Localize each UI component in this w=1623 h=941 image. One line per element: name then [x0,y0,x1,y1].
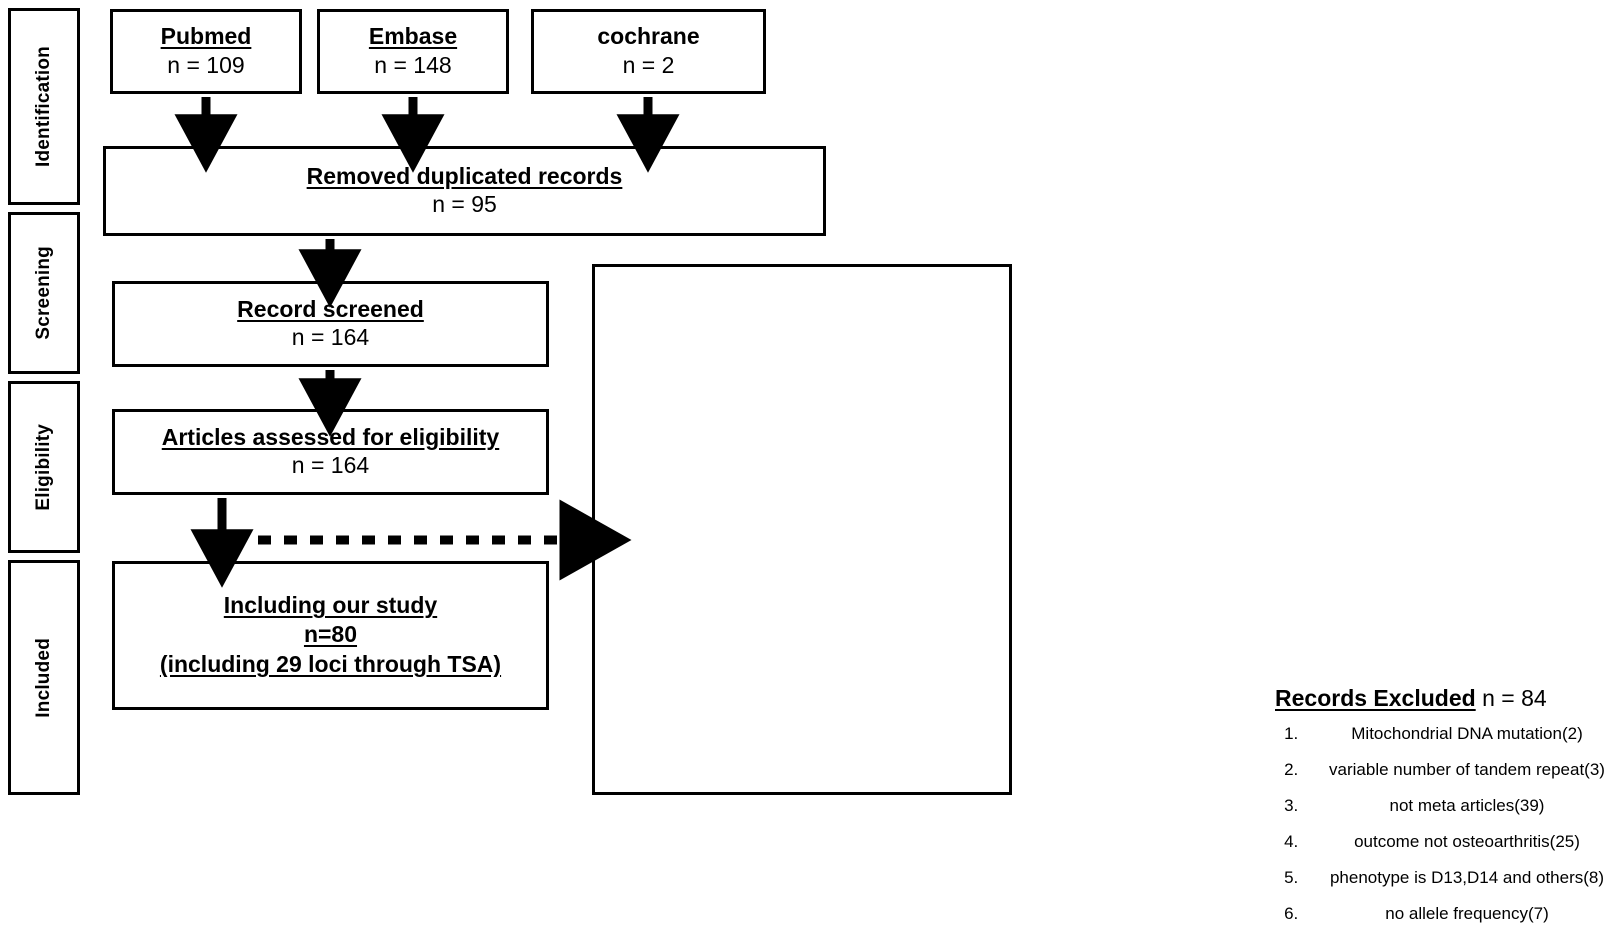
eligibility-title: Articles assessed for eligibility [161,423,500,450]
source-count-embase: n = 148 [374,51,452,78]
excluded-title: Records Excluded [1275,685,1476,711]
list-item: 5. phenotype is D13,D14 and others(8) [1303,869,1623,886]
included-note: (including 29 loci through TSA) [159,650,502,677]
source-name-cochrane: cochrane [597,23,700,50]
list-item: 3. not meta articles(39) [1303,797,1623,814]
duplicates-box [103,146,826,236]
source-box-cochrane [531,9,766,94]
duplicates-count: n = 95 [432,191,497,218]
source-count-pubmed: n = 109 [167,51,245,78]
source-name-embase: Embase [368,23,458,50]
eligibility-count: n = 164 [291,452,370,479]
excluded-count: n = 84 [1482,685,1547,711]
eligibility-box [112,409,549,495]
duplicates-title: Removed duplicated records [306,162,623,189]
source-box-pubmed [110,9,302,94]
stage-label-identification: Identification [33,45,54,168]
excluded-box [592,264,1605,923]
source-name-pubmed: Pubmed [160,23,252,50]
excluded-title-row [1275,685,1605,712]
excluded-reason-list [1275,725,1623,941]
stage-label-screening: Screening [33,246,54,340]
source-count-cochrane: n = 2 [622,51,675,78]
stage-included [8,560,80,795]
list-item: 2. variable number of tandem repeat(3) [1303,761,1623,778]
included-box [112,561,549,710]
source-box-embase [317,9,509,94]
list-item: 6. no allele frequency(7) [1303,905,1623,922]
stage-screening [8,212,80,374]
screened-box [112,281,549,367]
screened-title: Record screened [237,295,424,322]
stage-identification [8,8,80,205]
stage-label-eligibility: Eligibility [33,423,54,511]
stage-label-included: Included [33,637,54,718]
screened-count: n = 164 [291,324,370,351]
stage-eligibility [8,381,80,553]
list-item: 1. Mitochondrial DNA mutation(2) [1303,725,1623,742]
list-item: 4. outcome not osteoarthritis(25) [1303,833,1623,850]
included-count: n=80 [303,620,358,647]
included-title: Including our study [223,592,438,619]
